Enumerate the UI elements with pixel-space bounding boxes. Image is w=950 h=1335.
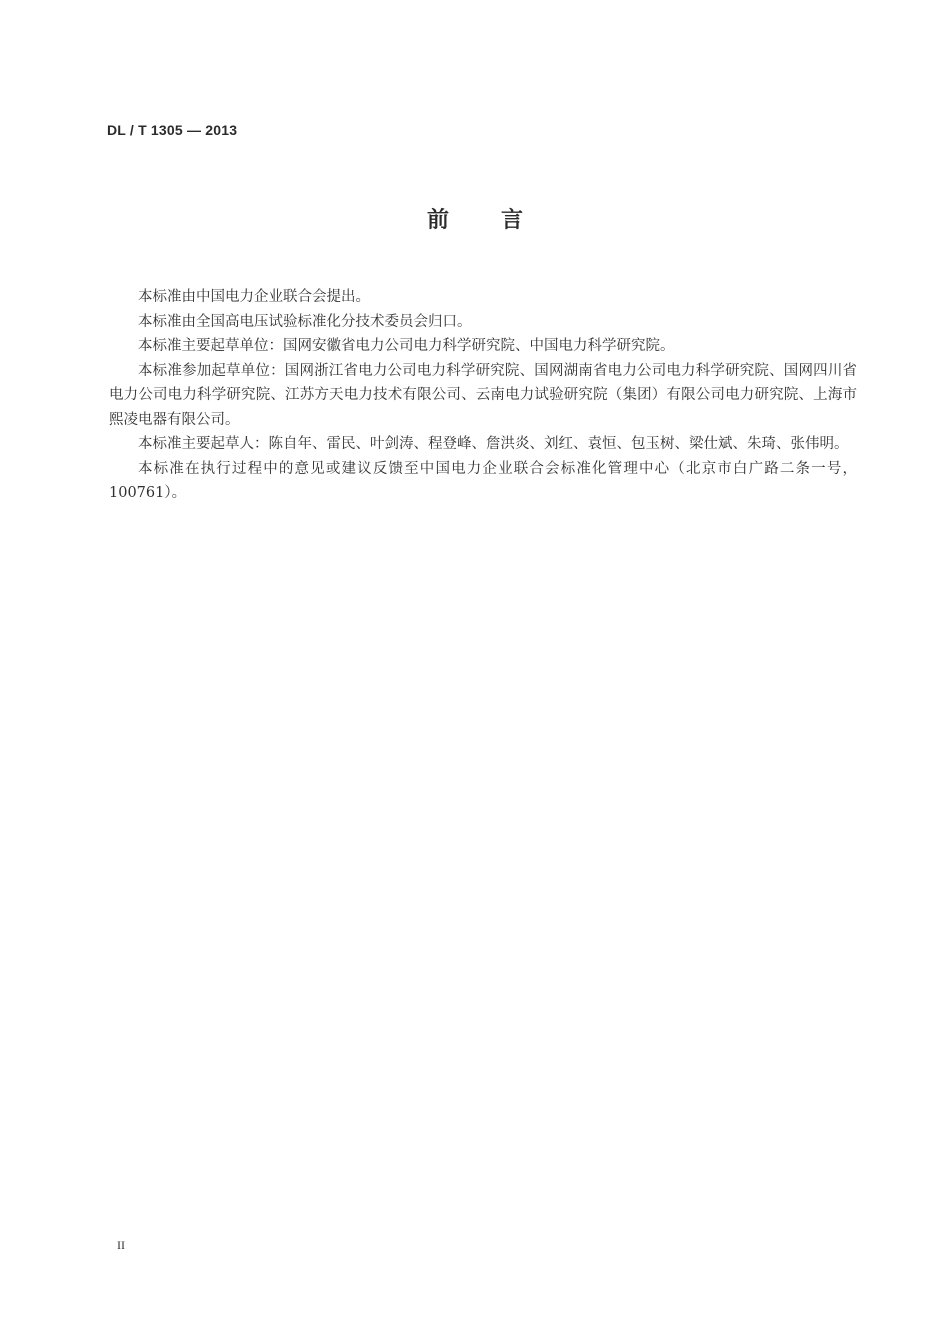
document-code: DL / T 1305 — 2013	[107, 122, 238, 138]
paragraph-participating-units: 本标准参加起草单位：国网浙江省电力公司电力科学研究院、国网湖南省电力公司电力科学研究院、国网四川省电力公司电力科学研究院、江苏方天电力技术有限公司、云南电力试验研究院（集团）有限公司电力研究院、上海市熙凌电器有限公司。	[109, 362, 857, 428]
paragraph-main-drafters: 本标准主要起草人：陈自年、雷民、叶剑涛、程登峰、詹洪炎、刘红、袁恒、包玉树、梁仕斌、朱琦、张伟明。	[138, 436, 849, 452]
paragraph-proposer: 本标准由中国电力企业联合会提出。	[138, 289, 370, 305]
paragraph-administrator: 本标准由全国高电压试验标准化分技术委员会归口。	[138, 313, 472, 330]
page-number: II	[117, 1238, 125, 1252]
page-title: 前言	[426, 208, 575, 233]
paragraph-main-drafting-units: 本标准主要起草单位：国网安徽省电力公司电力科学研究院、中国电力科学研究院。	[138, 338, 675, 354]
preface-body	[109, 285, 857, 506]
paragraph-feedback: 本标准在执行过程中的意见或建议反馈至中国电力企业联合会标准化管理中心（北京市白广路二条一号，100761）。	[109, 460, 857, 501]
